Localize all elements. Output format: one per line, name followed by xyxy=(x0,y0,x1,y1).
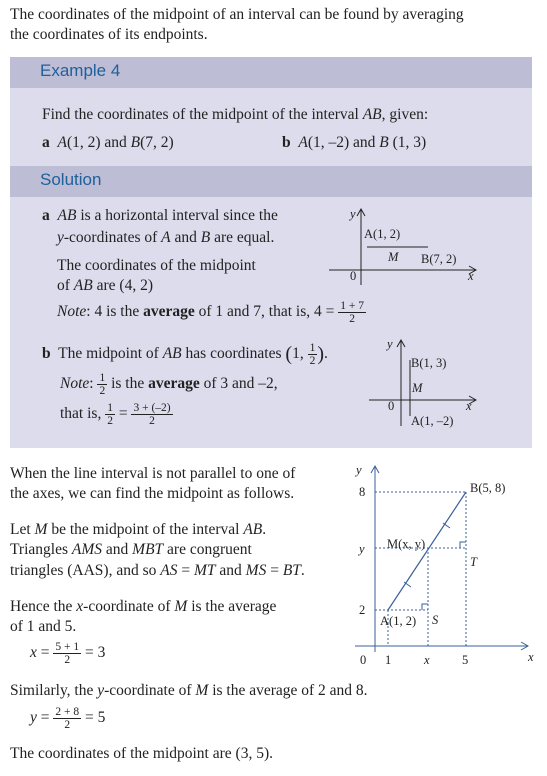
conclusion: The coordinates of the midpoint are (3, 5). xyxy=(10,745,273,762)
general-p1-line-2: the axes, we can find the midpoint as follows. xyxy=(10,485,295,502)
general-p3-line-1: Hence the x-coordinate of M is the average xyxy=(10,598,277,615)
graph-b xyxy=(365,336,480,432)
equation-y: y = $\frac{2 + 8}{2}$ = 5 xyxy=(30,706,106,731)
graph-b-point-M: M xyxy=(412,381,423,395)
graph-a-point-A: A(1, 2) xyxy=(364,227,401,241)
graph-c-tick-y8: 8 xyxy=(359,485,366,499)
example-question: Find the coordinates of the midpoint of the interval AB, given: xyxy=(42,106,429,123)
graph-c-tick-x1: 1 xyxy=(385,653,392,667)
fraction-1-plus-7-over-2: $\frac{1 + 7}{2}$ xyxy=(340,300,365,325)
graph-b-y-label: y xyxy=(387,337,393,351)
graph-b-origin: 0 xyxy=(388,399,395,413)
solution-title: Solution xyxy=(40,170,102,189)
graph-b-point-A: A(1, –2) xyxy=(411,414,454,428)
equation-x: x = $\frac{5 + 1}{2}$ = 3 xyxy=(30,641,106,666)
graph-a-point-M: M xyxy=(388,250,399,264)
example-title: Example 4 xyxy=(40,61,121,80)
solution-b-note: Note: $\frac{1}{2}$ is the average of 3 and –2, xyxy=(60,372,278,397)
graph-c-tick-xx: x xyxy=(424,653,430,667)
fraction-one-half: $\frac{1}{2}$ xyxy=(309,342,316,367)
graph-c-y-label: y xyxy=(356,463,362,477)
graph-a xyxy=(325,205,485,290)
solution-a-line-2: y-coordinates of A and B are equal. xyxy=(57,229,275,246)
solution-a-line-4: of AB are (4, 2) xyxy=(57,277,153,294)
graph-a-y-label: y xyxy=(350,207,356,221)
general-p2-line-1: Let M be the midpoint of the interval AB. xyxy=(10,521,267,538)
intro-line-1: The coordinates of the midpoint of an interval can be found by averaging xyxy=(10,6,464,23)
solution-b-thatis: that is, $\frac{1}{2}$ = $\frac{3 + (-2)}{2}$ xyxy=(60,402,171,427)
solution-header xyxy=(10,166,532,197)
general-p4-line-1: Similarly, the y-coordinate of M is the average of 2 and 8. xyxy=(10,682,368,699)
solution-a-line-3: The coordinates of the midpoint xyxy=(57,257,256,274)
graph-c-origin: 0 xyxy=(360,653,367,667)
example-part-b: b A(1, –2) and B (1, 3) xyxy=(282,134,427,151)
general-p1-line-1: When the line interval is not parallel to one of xyxy=(10,465,296,482)
graph-c-x-label: x xyxy=(528,650,534,664)
example-header xyxy=(10,57,532,88)
graph-c-tick-yy: y xyxy=(359,542,365,556)
graph-c-tick-x5: 5 xyxy=(462,653,469,667)
graph-c-point-S: S xyxy=(432,613,439,627)
graph-c-point-M: M(x, y) xyxy=(387,537,426,551)
graph-a-x-label: x xyxy=(468,269,474,283)
example-panel xyxy=(10,88,532,166)
graph-c-point-A: A(1, 2) xyxy=(380,614,417,628)
graph-b-x-label: x xyxy=(466,399,472,413)
intro-line-2: the coordinates of its endpoints. xyxy=(10,26,208,43)
graph-c-point-B: B(5, 8) xyxy=(470,481,506,495)
example-part-a: a A(1, 2) and B(7, 2) xyxy=(42,134,174,151)
graph-a-origin: 0 xyxy=(350,269,357,283)
solution-a-line-1: a AB is a horizontal interval since the xyxy=(42,207,278,224)
general-p3-line-2: of 1 and 5. xyxy=(10,618,77,635)
graph-b-point-B: B(1, 3) xyxy=(411,356,447,370)
graph-c-tick-y2: 2 xyxy=(359,603,366,617)
graph-c xyxy=(350,460,540,670)
general-p2-line-2: Triangles AMS and MBT are congruent xyxy=(10,541,252,558)
solution-a-note: Note: 4 is the average of 1 and 7, that is, 4 = $\frac{1 + 7}{2}$ xyxy=(57,300,365,325)
solution-b-line-1: b The midpoint of AB has coordinates (1, $\frac{1}{2}$ ). xyxy=(42,342,328,367)
graph-c-point-T: T xyxy=(470,555,477,569)
general-p2-line-3: triangles (AAS), and so AS = MT and MS = BT. xyxy=(10,562,305,579)
graph-a-point-B: B(7, 2) xyxy=(421,252,457,266)
